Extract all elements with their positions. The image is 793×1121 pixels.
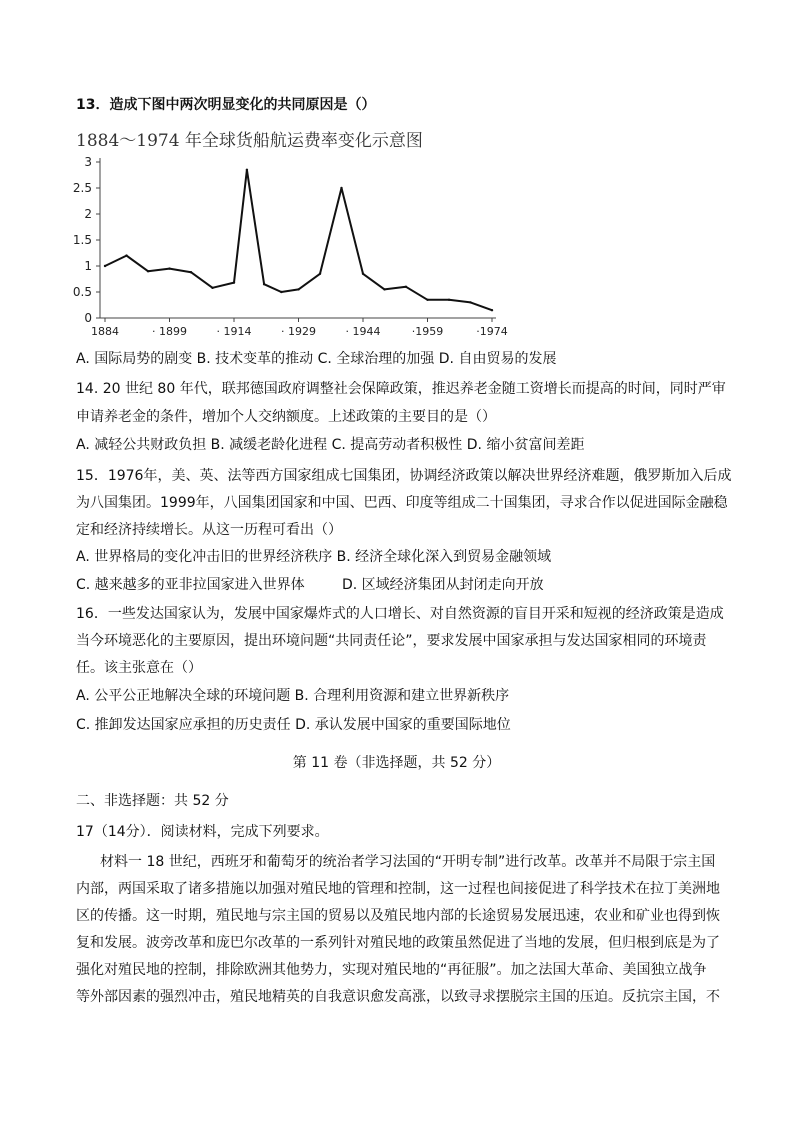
data-point [246,169,248,171]
data-point [491,309,493,311]
data-point [448,299,450,301]
y-tick-label: 0 [84,311,92,325]
data-point [211,287,213,289]
freight-rate-chart [70,152,508,342]
x-tick-label: · 1914 [216,325,252,338]
q13-options: A. 国际局势的剧变 B. 技术变革的推动 C. 全球治理的加强 D. 自由贸易的发展 [76,351,557,367]
q16-options-cd: C. 推卸发达国家应承担的历史责任 D. 承认发展中国家的重要国际地位 [76,717,511,733]
chart-title: 1884～1974 年全球货船航运费率变化示意图 [76,131,423,151]
x-tick-label: 1884 [91,325,119,338]
data-point [362,273,364,275]
y-tick-label: 2.5 [72,181,92,195]
q14-options: A. 减轻公共财政负担 B. 减缓老龄化进程 C. 提高劳动者积极性 D. 缩小贫富间差距 [76,437,585,453]
volume-title: 第 11 卷（非选择题，共 52 分） [292,755,501,771]
y-tick-label: 3 [84,155,92,169]
x-tick-label: ·1974 [476,325,508,338]
q17-material-line5: 强化对殖民地的控制，排除欧洲其他势力，实现对殖民地的“再征服”。加之法国大革命、美国独立战争 [76,962,707,978]
q17-material-line3: 区的传播。这一时期，殖民地与宗主国的贸易以及殖民地内部的长途贸易发展迅速，农业和矿业也得到恢 [76,908,720,924]
x-tick-label: · 1944 [345,325,381,338]
data-point [383,288,385,290]
q16-stem-line2: 当今环境恶化的主要原因，提出环境问题“共同责任论”，要求发展中国家承担与发达国家相同的环境责 [76,633,707,649]
data-point [147,270,149,272]
q14-stem-line2: 申请养老金的条件，增加个人交纳额度。上述政策的主要目的是（） [76,409,496,425]
q17-material-line1: 材料一 18 世纪，西班牙和葡萄牙的统治者学习法国的“开明专制”进行改革。改革并不局限于宗主国 [100,854,716,870]
data-point [280,291,282,293]
data-point [233,281,235,283]
q16-stem-line3: 任。该主张意在（） [76,660,202,676]
q16-options-ab: A. 公平公正地解决全球的环境问题 B. 合理利用资源和建立世界新秩序 [76,688,510,704]
q17-material-line2: 内部，两国采取了诸多措施以加强对殖民地的管理和控制，这一过程也间接促进了科学技术在拉丁美洲地 [76,881,720,897]
y-tick-label: 1 [84,259,92,273]
data-point [125,254,127,256]
data-point [405,286,407,288]
data-point [263,283,265,285]
data-point [319,273,321,275]
q15-option-d: D. 区域经济集团从封闭走向开放 [342,577,544,593]
q17-material-line6: 等外部因素的强烈冲击，殖民地精英的自我意识愈发高涨，以致寻求摆脱宗主国的压迫。反抗宗主国，不 [76,989,720,1005]
y-tick-label: 1.5 [72,233,92,247]
q16-stem-line1: 16．一些发达国家认为，发展中国家爆炸式的人口增长、对自然资源的盲目开采和短视的经济政策是造成 [76,606,724,622]
q15-stem-line2: 为八国集团。1999年，八国集团国家和中国、巴西、印度等组成二十国集团，寻求合作以促进国际金融稳 [76,495,728,511]
section-heading: 二、非选择题：共 52 分 [76,793,229,809]
y-tick-label: 2 [84,207,92,221]
data-point [469,301,471,303]
data-point [168,267,170,269]
q15-option-c: C. 越来越多的亚非拉国家进入世界体 [76,577,305,593]
q17-material-line4: 复和发展。波旁改革和庞巴尔改革的一系列针对殖民地的政策虽然促进了当地的发展，但归根到底是为了 [76,935,720,951]
x-tick-label: · 1929 [281,325,316,338]
data-point [190,271,192,273]
data-point [104,265,106,267]
q13-stem: 13．造成下图中两次明显变化的共同原因是（） [76,97,376,113]
q15-stem-line3: 定和经济持续增长。从这一历程可看出（） [76,522,342,538]
q15-options-ab: A. 世界格局的变化冲击旧的世界经济秩序 B. 经济全球化深入到贸易金融领域 [76,549,552,565]
y-tick-label: 0.5 [72,285,92,299]
data-point [297,288,299,290]
data-point [340,187,342,189]
q15-stem-line1: 15．1976年，美、英、法等西方国家组成七国集团，协调经济政策以解决世界经济难题，俄罗斯加入后成 [76,468,732,484]
x-tick-label: ·1959 [411,325,444,338]
q17-stem: 17（14分）．阅读材料，完成下列要求。 [76,824,329,840]
q14-stem-line1: 14. 20 世纪 80 年代，联邦德国政府调整社会保障政策，推迟养老金随工资增长而提高的时间，同时严审 [76,381,726,397]
data-point [426,299,428,301]
x-tick-label: · 1899 [152,325,187,338]
